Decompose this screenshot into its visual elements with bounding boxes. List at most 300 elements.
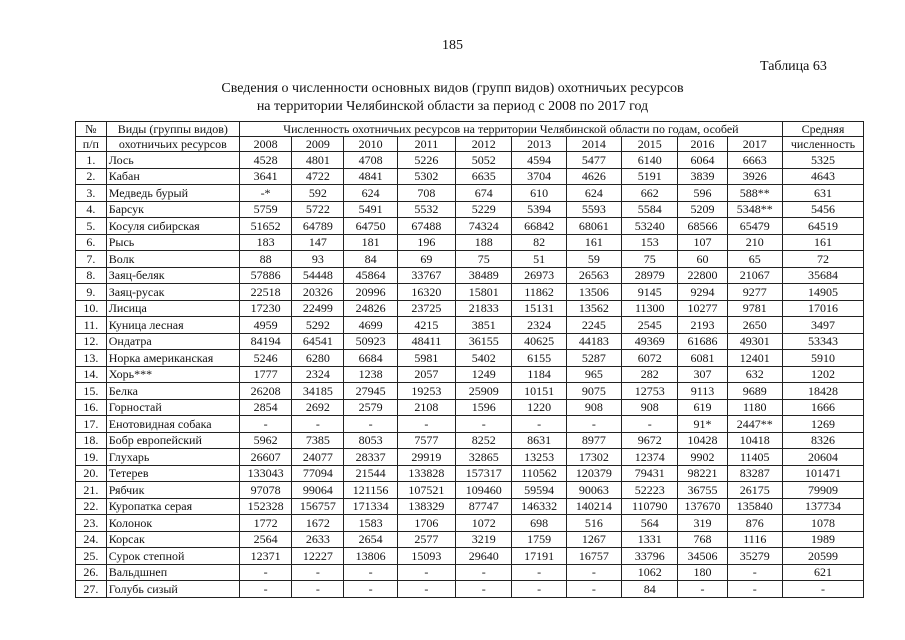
year-count-cell: 34185 <box>292 383 344 400</box>
year-count-cell: - <box>344 564 397 581</box>
header-species-top: Виды (группы видов) <box>106 122 239 137</box>
year-count-cell: - <box>566 564 621 581</box>
year-count-cell: 69 <box>397 251 455 268</box>
year-count-cell: 5348** <box>727 201 782 218</box>
species-name: Кабан <box>106 168 239 185</box>
year-count-cell: 674 <box>456 185 512 202</box>
year-count-cell: - <box>456 416 512 433</box>
table-row <box>76 564 864 581</box>
species-name: Сурок степной <box>106 548 239 565</box>
year-count-cell: 21833 <box>456 300 512 317</box>
year-count-cell: 5981 <box>397 350 455 367</box>
year-count-cell: - <box>566 581 621 598</box>
header-year: 2014 <box>566 137 621 152</box>
year-count-cell: 7577 <box>397 432 455 449</box>
year-count-cell: 5246 <box>239 350 291 367</box>
species-name: Глухарь <box>106 449 239 466</box>
row-number: 5. <box>76 218 107 235</box>
year-count-cell: 4708 <box>344 152 397 169</box>
year-count-cell: 908 <box>566 399 621 416</box>
year-count-cell: 22499 <box>292 300 344 317</box>
year-count-cell: 75 <box>622 251 678 268</box>
year-count-cell: 161 <box>566 234 621 251</box>
table-row <box>76 581 864 598</box>
header-year: 2011 <box>397 137 455 152</box>
year-count-cell: 140214 <box>566 498 621 515</box>
year-count-cell: 9689 <box>727 383 782 400</box>
average-count-cell: 79909 <box>782 482 863 499</box>
year-count-cell: 157317 <box>456 465 512 482</box>
year-count-cell: 19253 <box>397 383 455 400</box>
year-count-cell: 10151 <box>512 383 566 400</box>
year-count-cell: 26563 <box>566 267 621 284</box>
year-count-cell: 64541 <box>292 333 344 350</box>
row-number: 24. <box>76 531 107 548</box>
table-caption-line-2: на территории Челябинской области за период с 2008 по 2017 год <box>256 99 649 114</box>
year-count-cell: 33767 <box>397 267 455 284</box>
year-count-cell: - <box>456 581 512 598</box>
year-count-cell: - <box>397 581 455 598</box>
year-count-cell: 4626 <box>566 168 621 185</box>
year-count-cell: 51652 <box>239 218 291 235</box>
year-count-cell: 54448 <box>292 267 344 284</box>
year-count-cell: 61686 <box>678 333 727 350</box>
row-number: 12. <box>76 333 107 350</box>
year-count-cell: 4801 <box>292 152 344 169</box>
year-count-cell: 5229 <box>456 201 512 218</box>
year-count-cell: 1180 <box>727 399 782 416</box>
year-count-cell: 13562 <box>566 300 621 317</box>
average-count-cell: - <box>782 581 863 598</box>
table-row <box>76 333 864 350</box>
year-count-cell: 107 <box>678 234 727 251</box>
row-number: 19. <box>76 449 107 466</box>
year-count-cell: 171334 <box>344 498 397 515</box>
table-row <box>76 432 864 449</box>
year-count-cell: 83287 <box>727 465 782 482</box>
average-count-cell: 20604 <box>782 449 863 466</box>
year-count-cell: 28979 <box>622 267 678 284</box>
year-count-cell: 11300 <box>622 300 678 317</box>
row-number: 17. <box>76 416 107 433</box>
year-count-cell: 5302 <box>397 168 455 185</box>
year-count-cell: 27945 <box>344 383 397 400</box>
row-number: 18. <box>76 432 107 449</box>
year-count-cell: 82 <box>512 234 566 251</box>
year-count-cell: 8977 <box>566 432 621 449</box>
year-count-cell: 3926 <box>727 168 782 185</box>
year-count-cell: 516 <box>566 515 621 532</box>
table-row <box>76 284 864 301</box>
year-count-cell: 20996 <box>344 284 397 301</box>
table-header <box>76 122 864 152</box>
year-count-cell: 5491 <box>344 201 397 218</box>
year-count-cell: 1596 <box>456 399 512 416</box>
year-count-cell: 120379 <box>566 465 621 482</box>
year-count-cell: 24077 <box>292 449 344 466</box>
table-row <box>76 465 864 482</box>
year-count-cell: 5226 <box>397 152 455 169</box>
year-count-cell: 708 <box>397 185 455 202</box>
table-row <box>76 168 864 185</box>
year-count-cell: 32865 <box>456 449 512 466</box>
average-count-cell: 20599 <box>782 548 863 565</box>
year-count-cell: 2324 <box>292 366 344 383</box>
year-count-cell: 2245 <box>566 317 621 334</box>
table-row <box>76 399 864 416</box>
year-count-cell: 17230 <box>239 300 291 317</box>
year-count-cell: 196 <box>397 234 455 251</box>
average-count-cell: 18428 <box>782 383 863 400</box>
average-count-cell: 5325 <box>782 152 863 169</box>
header-year: 2015 <box>622 137 678 152</box>
year-count-cell: 13253 <box>512 449 566 466</box>
table-row <box>76 366 864 383</box>
year-count-cell: 7385 <box>292 432 344 449</box>
row-number: 26. <box>76 564 107 581</box>
average-count-cell: 1666 <box>782 399 863 416</box>
header-year: 2013 <box>512 137 566 152</box>
year-count-cell: 36755 <box>678 482 727 499</box>
table-row <box>76 185 864 202</box>
year-count-cell: 152328 <box>239 498 291 515</box>
year-count-cell: 624 <box>344 185 397 202</box>
year-count-cell: 1062 <box>622 564 678 581</box>
average-count-cell: 35684 <box>782 267 863 284</box>
year-count-cell: - <box>239 581 291 598</box>
table-row <box>76 515 864 532</box>
year-count-cell: 9672 <box>622 432 678 449</box>
year-count-cell: 121156 <box>344 482 397 499</box>
year-count-cell: 1583 <box>344 515 397 532</box>
table-label: Таблица 63 <box>760 59 827 74</box>
species-name: Вальдшнеп <box>106 564 239 581</box>
header-year: 2017 <box>727 137 782 152</box>
year-count-cell: 29919 <box>397 449 455 466</box>
year-count-cell: 3851 <box>456 317 512 334</box>
year-count-cell: 4841 <box>344 168 397 185</box>
year-count-cell: 153 <box>622 234 678 251</box>
species-name: Голубь сизый <box>106 581 239 598</box>
table-row <box>76 317 864 334</box>
species-name: Ондатра <box>106 333 239 350</box>
year-count-cell: 4699 <box>344 317 397 334</box>
year-count-cell: 3641 <box>239 168 291 185</box>
average-count-cell: 14905 <box>782 284 863 301</box>
year-count-cell: 17191 <box>512 548 566 565</box>
year-count-cell: 12371 <box>239 548 291 565</box>
table-row <box>76 416 864 433</box>
year-count-cell: 5532 <box>397 201 455 218</box>
header-year: 2010 <box>344 137 397 152</box>
year-count-cell: 1116 <box>727 531 782 548</box>
year-count-cell: 2854 <box>239 399 291 416</box>
year-count-cell: - <box>512 564 566 581</box>
page-number: 185 <box>442 38 463 53</box>
table-row <box>76 383 864 400</box>
year-count-cell: 12374 <box>622 449 678 466</box>
average-count-cell: 161 <box>782 234 863 251</box>
year-count-cell: 26973 <box>512 267 566 284</box>
header-average-bottom: численность <box>782 137 863 152</box>
year-count-cell: 40625 <box>512 333 566 350</box>
row-number: 22. <box>76 498 107 515</box>
year-count-cell: 9902 <box>678 449 727 466</box>
year-count-cell: 138329 <box>397 498 455 515</box>
year-count-cell: 13506 <box>566 284 621 301</box>
year-count-cell: 9294 <box>678 284 727 301</box>
year-count-cell: 307 <box>678 366 727 383</box>
year-count-cell: 8053 <box>344 432 397 449</box>
year-count-cell: 146332 <box>512 498 566 515</box>
row-number: 3. <box>76 185 107 202</box>
year-count-cell: 1777 <box>239 366 291 383</box>
year-count-cell: 319 <box>678 515 727 532</box>
row-number: 23. <box>76 515 107 532</box>
year-count-cell: 624 <box>566 185 621 202</box>
year-count-cell: 4215 <box>397 317 455 334</box>
species-name: Лось <box>106 152 239 169</box>
header-year: 2009 <box>292 137 344 152</box>
year-count-cell: 22800 <box>678 267 727 284</box>
year-count-cell: - <box>344 581 397 598</box>
year-count-cell: -* <box>239 185 291 202</box>
average-count-cell: 1989 <box>782 531 863 548</box>
year-count-cell: 48411 <box>397 333 455 350</box>
year-count-cell: 3704 <box>512 168 566 185</box>
year-count-cell: 592 <box>292 185 344 202</box>
species-name: Тетерев <box>106 465 239 482</box>
year-count-cell: 1706 <box>397 515 455 532</box>
table-row <box>76 300 864 317</box>
year-count-cell: 1772 <box>239 515 291 532</box>
row-number: 9. <box>76 284 107 301</box>
year-count-cell: 2654 <box>344 531 397 548</box>
year-count-cell: 4959 <box>239 317 291 334</box>
row-number: 16. <box>76 399 107 416</box>
row-number: 2. <box>76 168 107 185</box>
species-name: Заяц-беляк <box>106 267 239 284</box>
average-count-cell: 3497 <box>782 317 863 334</box>
header-num-top: № <box>76 122 107 137</box>
year-count-cell: 5287 <box>566 350 621 367</box>
year-count-cell: 6280 <box>292 350 344 367</box>
year-count-cell: 107521 <box>397 482 455 499</box>
year-count-cell: 10428 <box>678 432 727 449</box>
year-count-cell: 24826 <box>344 300 397 317</box>
year-count-cell: 28337 <box>344 449 397 466</box>
year-count-cell: 34506 <box>678 548 727 565</box>
year-count-cell: 183 <box>239 234 291 251</box>
year-count-cell: 9075 <box>566 383 621 400</box>
year-count-cell: 181 <box>344 234 397 251</box>
year-count-cell: 1672 <box>292 515 344 532</box>
year-count-cell: 133043 <box>239 465 291 482</box>
year-count-cell: - <box>456 564 512 581</box>
year-count-cell: 75 <box>456 251 512 268</box>
year-count-cell: 188 <box>456 234 512 251</box>
table-row <box>76 267 864 284</box>
year-count-cell: 5477 <box>566 152 621 169</box>
year-count-cell: 6072 <box>622 350 678 367</box>
year-count-cell: 2564 <box>239 531 291 548</box>
header-num-bottom: п/п <box>76 137 107 152</box>
year-count-cell: 1072 <box>456 515 512 532</box>
year-count-cell: 3839 <box>678 168 727 185</box>
year-count-cell: 16320 <box>397 284 455 301</box>
year-count-cell: 2579 <box>344 399 397 416</box>
table-row <box>76 449 864 466</box>
year-count-cell: 15093 <box>397 548 455 565</box>
year-count-cell: 91* <box>678 416 727 433</box>
year-count-cell: 8631 <box>512 432 566 449</box>
year-count-cell: 5584 <box>622 201 678 218</box>
year-count-cell: 2447** <box>727 416 782 433</box>
year-count-cell: 1249 <box>456 366 512 383</box>
table-row <box>76 531 864 548</box>
hunting-resources-table <box>75 121 864 598</box>
year-count-cell: 5191 <box>622 168 678 185</box>
species-name: Заяц-русак <box>106 284 239 301</box>
year-count-cell: 21067 <box>727 267 782 284</box>
table-caption-line-1: Сведения о численности основных видов (групп видов) охотничьих ресурсов <box>221 81 684 96</box>
table-row <box>76 482 864 499</box>
species-name: Куница лесная <box>106 317 239 334</box>
species-name: Горностай <box>106 399 239 416</box>
year-count-cell: 2650 <box>727 317 782 334</box>
year-count-cell: - <box>292 581 344 598</box>
species-name: Колонок <box>106 515 239 532</box>
year-count-cell: 8252 <box>456 432 512 449</box>
year-count-cell: 632 <box>727 366 782 383</box>
average-count-cell: 631 <box>782 185 863 202</box>
year-count-cell: 6155 <box>512 350 566 367</box>
year-count-cell: 65479 <box>727 218 782 235</box>
average-count-cell: 4643 <box>782 168 863 185</box>
species-name: Бобр европейский <box>106 432 239 449</box>
year-count-cell: 36155 <box>456 333 512 350</box>
species-name: Лисица <box>106 300 239 317</box>
year-count-cell: 15801 <box>456 284 512 301</box>
year-count-cell: 26607 <box>239 449 291 466</box>
species-name: Белка <box>106 383 239 400</box>
year-count-cell: 6684 <box>344 350 397 367</box>
average-count-cell: 8326 <box>782 432 863 449</box>
year-count-cell: 564 <box>622 515 678 532</box>
year-count-cell: 90063 <box>566 482 621 499</box>
year-count-cell: - <box>239 564 291 581</box>
year-count-cell: 109460 <box>456 482 512 499</box>
table-row <box>76 218 864 235</box>
table-row <box>76 234 864 251</box>
year-count-cell: - <box>344 416 397 433</box>
year-count-cell: 25909 <box>456 383 512 400</box>
year-count-cell: 2193 <box>678 317 727 334</box>
year-count-cell: 6140 <box>622 152 678 169</box>
year-count-cell: 4528 <box>239 152 291 169</box>
year-count-cell: 135840 <box>727 498 782 515</box>
year-count-cell: 68061 <box>566 218 621 235</box>
year-count-cell: 15131 <box>512 300 566 317</box>
species-name: Корсак <box>106 531 239 548</box>
year-count-cell: 5052 <box>456 152 512 169</box>
row-number: 7. <box>76 251 107 268</box>
year-count-cell: - <box>292 416 344 433</box>
year-count-cell: 9277 <box>727 284 782 301</box>
year-count-cell: 4594 <box>512 152 566 169</box>
year-count-cell: 16757 <box>566 548 621 565</box>
year-count-cell: 38489 <box>456 267 512 284</box>
average-count-cell: 17016 <box>782 300 863 317</box>
year-count-cell: 88 <box>239 251 291 268</box>
year-count-cell: - <box>397 564 455 581</box>
species-name: Волк <box>106 251 239 268</box>
year-count-cell: 23725 <box>397 300 455 317</box>
year-count-cell: 6064 <box>678 152 727 169</box>
year-count-cell: 59 <box>566 251 621 268</box>
year-count-cell: 2545 <box>622 317 678 334</box>
year-count-cell: 5292 <box>292 317 344 334</box>
year-count-cell: 21544 <box>344 465 397 482</box>
year-count-cell: 610 <box>512 185 566 202</box>
year-count-cell: 3219 <box>456 531 512 548</box>
row-number: 6. <box>76 234 107 251</box>
year-count-cell: 908 <box>622 399 678 416</box>
row-number: 14. <box>76 366 107 383</box>
year-count-cell: 68566 <box>678 218 727 235</box>
year-count-cell: 93 <box>292 251 344 268</box>
year-count-cell: 10277 <box>678 300 727 317</box>
year-count-cell: 6081 <box>678 350 727 367</box>
year-count-cell: 74324 <box>456 218 512 235</box>
year-count-cell: 6663 <box>727 152 782 169</box>
year-count-cell: 876 <box>727 515 782 532</box>
year-count-cell: 9113 <box>678 383 727 400</box>
year-count-cell: 5759 <box>239 201 291 218</box>
row-number: 4. <box>76 201 107 218</box>
year-count-cell: 1184 <box>512 366 566 383</box>
year-count-cell: 26208 <box>239 383 291 400</box>
year-count-cell: 2057 <box>397 366 455 383</box>
year-count-cell: 35279 <box>727 548 782 565</box>
year-count-cell: 49369 <box>622 333 678 350</box>
year-count-cell: 2108 <box>397 399 455 416</box>
year-count-cell: 65 <box>727 251 782 268</box>
header-year: 2016 <box>678 137 727 152</box>
year-count-cell: 12401 <box>727 350 782 367</box>
year-count-cell: 84 <box>344 251 397 268</box>
year-count-cell: 45864 <box>344 267 397 284</box>
table-row <box>76 498 864 515</box>
year-count-cell: 50923 <box>344 333 397 350</box>
average-count-cell: 53343 <box>782 333 863 350</box>
year-count-cell: - <box>678 581 727 598</box>
row-number: 8. <box>76 267 107 284</box>
year-count-cell: 77094 <box>292 465 344 482</box>
year-count-cell: 965 <box>566 366 621 383</box>
year-count-cell: 110562 <box>512 465 566 482</box>
year-count-cell: 5962 <box>239 432 291 449</box>
table-row <box>76 251 864 268</box>
year-count-cell: - <box>292 564 344 581</box>
table-row <box>76 152 864 169</box>
table-row <box>76 201 864 218</box>
year-count-cell: - <box>512 581 566 598</box>
average-count-cell: 64519 <box>782 218 863 235</box>
year-count-cell: 1238 <box>344 366 397 383</box>
year-count-cell: 662 <box>622 185 678 202</box>
year-count-cell: 9781 <box>727 300 782 317</box>
